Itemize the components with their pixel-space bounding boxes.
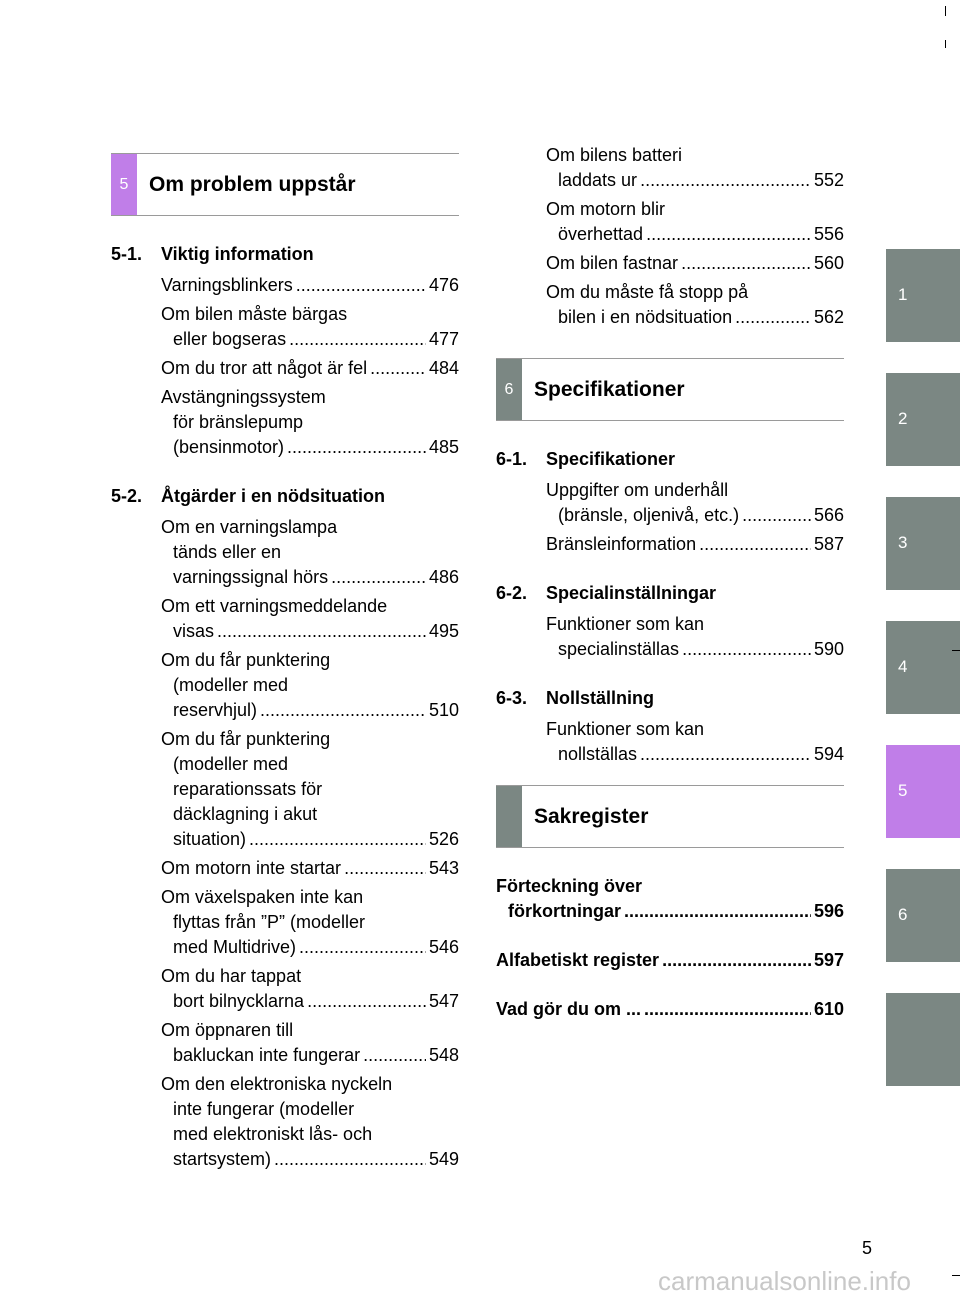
- leader-dots: [662, 948, 811, 973]
- entry-text-line: (modeller med: [173, 675, 289, 695]
- entry-text-line: nollställas: [558, 744, 638, 764]
- chapter-tab-4[interactable]: [886, 621, 960, 714]
- entry-text-line: Om öppnaren till: [161, 1020, 294, 1040]
- entry-last-line: [161, 327, 459, 352]
- entry-text-line: varningssignal hörs: [173, 567, 329, 587]
- chapter-tab-3[interactable]: [886, 497, 960, 590]
- entry-text-line: Bränsleinformation: [546, 534, 697, 554]
- toc-entry[interactable]: [161, 856, 459, 881]
- entry-text-line: Om du får punktering: [161, 650, 331, 670]
- entry-page-number: 590: [813, 639, 844, 659]
- subsection-title: Åtgärder i en nödsituation: [161, 486, 386, 506]
- toc-entry[interactable]: [161, 594, 459, 644]
- entry-last-line: [546, 305, 844, 330]
- subsection-title: Viktig information: [161, 244, 314, 264]
- entry-last-line: [546, 742, 844, 767]
- subsection-heading: [496, 447, 844, 472]
- leader-dots: [289, 327, 426, 352]
- right-column: [496, 143, 844, 1026]
- entry-text-line: bakluckan inte fungerar: [173, 1045, 361, 1065]
- entry-text-line: tänds eller en: [173, 542, 282, 562]
- leader-dots: [249, 827, 426, 852]
- subsection-number: 5-2.: [111, 486, 143, 506]
- entry-last-line: [161, 935, 459, 960]
- entry-text-line: specialinställas: [558, 639, 680, 659]
- entry-text-line: Om du har tappat: [161, 966, 302, 986]
- toc-entry[interactable]: [546, 143, 844, 193]
- entry-text-line: Om du tror att något är fel: [161, 358, 368, 378]
- toc-entry[interactable]: [546, 280, 844, 330]
- toc-entry[interactable]: [161, 302, 459, 352]
- chapter-tab-1[interactable]: [886, 249, 960, 342]
- entry-text-line: däcklagning i akut: [173, 804, 318, 824]
- entry-text-line: Vad gör du om ...: [496, 999, 642, 1019]
- leader-dots: [260, 698, 426, 723]
- entry-page-number: 547: [428, 991, 459, 1011]
- section-5-title: Om problem uppstår: [149, 173, 356, 196]
- watermark: carmanualsonline.info: [658, 1266, 911, 1296]
- entry-last-line: [496, 948, 844, 973]
- leader-dots: [370, 356, 426, 381]
- section-5-header: [111, 153, 459, 216]
- entry-last-line: [546, 532, 844, 557]
- entry-last-line: [546, 503, 844, 528]
- entry-text-line: Om ett varningsmeddelande: [161, 596, 388, 616]
- leader-dots: [274, 1147, 426, 1172]
- entry-text-line: Alfabetiskt register: [496, 950, 660, 970]
- toc-entry[interactable]: [546, 612, 844, 662]
- leader-dots: [296, 273, 426, 298]
- chapter-tab-label: 4: [898, 657, 908, 676]
- entry-text-line: Om bilen fastnar: [546, 253, 679, 273]
- entry-text-line: laddats ur: [558, 170, 638, 190]
- leader-dots: [363, 1043, 426, 1068]
- entry-page-number: 556: [813, 224, 844, 244]
- entry-text-line: Om den elektroniska nyckeln: [161, 1074, 393, 1094]
- entry-last-line: [496, 997, 844, 1022]
- entry-last-line: [546, 637, 844, 662]
- toc-entry[interactable]: [161, 1018, 459, 1068]
- subsection-number: 6-3.: [496, 688, 528, 708]
- leader-dots: [217, 619, 426, 644]
- index-contents: [496, 874, 844, 1022]
- leader-dots: [640, 742, 811, 767]
- entry-last-line: [161, 273, 459, 298]
- toc-entry[interactable]: [161, 273, 459, 298]
- toc-entry[interactable]: [496, 948, 844, 973]
- toc-entry[interactable]: [546, 251, 844, 276]
- leader-dots: [644, 997, 811, 1022]
- chapter-tab-5[interactable]: [886, 745, 960, 838]
- index-title: Sakregister: [534, 805, 649, 828]
- entry-last-line: [546, 222, 844, 247]
- toc-entry[interactable]: [161, 1072, 459, 1172]
- entry-text-line: Funktioner som kan: [546, 719, 705, 739]
- section-5-continued-contents: [496, 143, 844, 330]
- toc-entry[interactable]: [161, 515, 459, 590]
- entry-page-number: 476: [428, 275, 459, 295]
- entry-text-line: bilen i en nödsituation: [558, 307, 733, 327]
- leader-dots: [742, 503, 811, 528]
- subsection-number: 5-1.: [111, 244, 143, 264]
- entry-last-line: [161, 698, 459, 723]
- entry-text-line: Förteckning över: [496, 876, 643, 896]
- spacer: [496, 666, 844, 686]
- chapter-tab-2[interactable]: [886, 373, 960, 466]
- section-6-header: [496, 358, 844, 421]
- toc-entry[interactable]: [546, 532, 844, 557]
- subsection-heading: [496, 686, 844, 711]
- subsection-title: Specialinställningar: [546, 583, 717, 603]
- entry-text-line: förkortningar: [508, 901, 622, 921]
- entry-text-line: överhettad: [558, 224, 644, 244]
- entry-text-line: (bränsle, oljenivå, etc.): [558, 505, 740, 525]
- subsection-number: 6-2.: [496, 583, 528, 603]
- entry-last-line: [161, 989, 459, 1014]
- entry-text-line: Funktioner som kan: [546, 614, 705, 634]
- toc-entry[interactable]: [546, 717, 844, 767]
- chapter-tab-label: 3: [898, 533, 908, 552]
- entry-last-line: [161, 1043, 459, 1068]
- toc-entry[interactable]: [546, 478, 844, 528]
- leader-dots: [681, 251, 811, 276]
- toc-entry[interactable]: [161, 356, 459, 381]
- entry-text-line: (modeller med: [173, 754, 289, 774]
- entry-text-line: Om bilen måste bärgas: [161, 304, 348, 324]
- section-6-title: Specifikationer: [534, 378, 685, 401]
- crop-mark: [952, 650, 960, 651]
- entry-page-number: 562: [813, 307, 844, 327]
- leader-dots: [331, 565, 426, 590]
- entry-page-number: 546: [428, 937, 459, 957]
- entry-page-number: 486: [428, 567, 459, 587]
- toc-entry[interactable]: [496, 874, 844, 924]
- chapter-tab-label: 1: [898, 285, 908, 304]
- toc-entry[interactable]: [161, 385, 459, 460]
- toc-entry[interactable]: [161, 964, 459, 1014]
- crop-mark: [945, 6, 946, 16]
- entry-text-line: eller bogseras: [173, 329, 287, 349]
- entry-text-line: reparationssats för: [173, 779, 323, 799]
- entry-page-number: 526: [428, 829, 459, 849]
- entry-text-line: med Multidrive): [173, 937, 297, 957]
- leader-dots: [624, 899, 811, 924]
- leader-dots: [735, 305, 811, 330]
- entry-page-number: 510: [428, 700, 459, 720]
- crop-mark: [952, 1275, 960, 1276]
- entry-text-line: situation): [173, 829, 247, 849]
- entry-text-line: Om växelspaken inte kan: [161, 887, 364, 907]
- chapter-tab-label: 5: [898, 781, 908, 800]
- chapter-tab-label: 2: [898, 409, 908, 428]
- section-5-contents: [111, 242, 459, 1172]
- entry-page-number: 560: [813, 253, 844, 273]
- entry-page-number: 566: [813, 505, 844, 525]
- toc-entry[interactable]: [161, 727, 459, 852]
- leader-dots: [299, 935, 426, 960]
- toc-entry[interactable]: [161, 648, 459, 723]
- entry-page-number: 477: [428, 329, 459, 349]
- index-tab: [496, 786, 522, 847]
- entry-last-line: [161, 435, 459, 460]
- entry-page-number: 597: [813, 950, 844, 970]
- section-5-tab: 5: [111, 154, 137, 215]
- entry-text-line: Avstängningssystem: [161, 387, 326, 407]
- leader-dots: [344, 856, 426, 881]
- leader-dots: [287, 435, 426, 460]
- entry-last-line: [496, 899, 844, 924]
- leader-dots: [307, 989, 426, 1014]
- section-6-tab: 6: [496, 359, 522, 420]
- spacer: [496, 977, 844, 997]
- entry-text-line: Om bilens batteri: [546, 145, 683, 165]
- chapter-tab-index[interactable]: [886, 993, 960, 1086]
- entry-text-line: inte fungerar (modeller: [173, 1099, 355, 1119]
- entry-page-number: 552: [813, 170, 844, 190]
- entry-page-number: 594: [813, 744, 844, 764]
- entry-text-line: Om motorn blir: [546, 199, 666, 219]
- entry-last-line: [161, 1147, 459, 1172]
- entry-last-line: [546, 168, 844, 193]
- entry-text-line: startsystem): [173, 1149, 272, 1169]
- entry-last-line: [161, 356, 459, 381]
- entry-page-number: 543: [428, 858, 459, 878]
- left-column: [111, 153, 459, 1176]
- subsection-heading: [496, 581, 844, 606]
- spacer: [111, 464, 459, 484]
- entry-last-line: [161, 619, 459, 644]
- leader-dots: [682, 637, 811, 662]
- entry-page-number: 587: [813, 534, 844, 554]
- entry-text-line: Om motorn inte startar: [161, 858, 342, 878]
- entry-text-line: Om du får punktering: [161, 729, 331, 749]
- subsection-title: Specifikationer: [546, 449, 676, 469]
- page-number: 5: [862, 1238, 873, 1258]
- subsection-heading: [111, 242, 459, 267]
- entry-page-number: 485: [428, 437, 459, 457]
- entry-last-line: [161, 856, 459, 881]
- entry-text-line: bort bilnycklarna: [173, 991, 305, 1011]
- toc-entry[interactable]: [546, 197, 844, 247]
- entry-text-line: Om du måste få stopp på: [546, 282, 749, 302]
- spacer: [496, 561, 844, 581]
- toc-entry[interactable]: [496, 997, 844, 1022]
- leader-dots: [640, 168, 811, 193]
- entry-text-line: för bränslepump: [173, 412, 304, 432]
- toc-entry[interactable]: [161, 885, 459, 960]
- entry-page-number: 610: [813, 999, 844, 1019]
- subsection-heading: [111, 484, 459, 509]
- subsection-number: 6-1.: [496, 449, 528, 469]
- entry-page-number: 549: [428, 1149, 459, 1169]
- entry-page-number: 596: [813, 901, 844, 921]
- crop-mark: [945, 40, 946, 48]
- entry-text-line: (bensinmotor): [173, 437, 285, 457]
- entry-last-line: [161, 565, 459, 590]
- entry-text-line: visas: [173, 621, 215, 641]
- entry-text-line: Uppgifter om underhåll: [546, 480, 729, 500]
- entry-page-number: 548: [428, 1045, 459, 1065]
- entry-page-number: 484: [428, 358, 459, 378]
- chapter-tab-6[interactable]: [886, 869, 960, 962]
- entry-text-line: Om en varningslampa: [161, 517, 338, 537]
- entry-last-line: [161, 827, 459, 852]
- subsection-title: Nollställning: [546, 688, 654, 708]
- entry-text-line: reservhjul): [173, 700, 258, 720]
- entry-last-line: [546, 251, 844, 276]
- index-header: [496, 785, 844, 848]
- section-6-contents: [496, 447, 844, 767]
- entry-page-number: 495: [428, 621, 459, 641]
- spacer: [496, 928, 844, 948]
- entry-text-line: Varningsblinkers: [161, 275, 293, 295]
- entry-text-line: med elektroniskt lås- och: [173, 1124, 373, 1144]
- chapter-tab-label: 6: [898, 905, 908, 924]
- leader-dots: [699, 532, 811, 557]
- leader-dots: [646, 222, 811, 247]
- entry-text-line: flyttas från ”P” (modeller: [173, 912, 366, 932]
